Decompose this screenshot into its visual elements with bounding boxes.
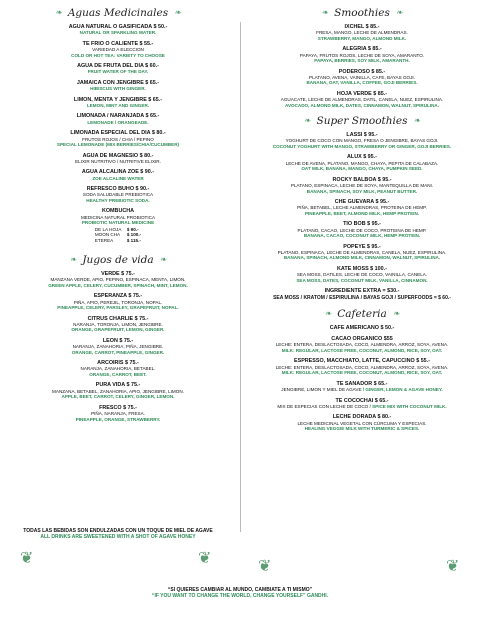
- menu-item: [0, 405, 236, 422]
- item-description: FRUTOS ROJOS / CHIA / PEPINO: [82, 136, 154, 142]
- sprig-icon: ❦: [20, 550, 34, 567]
- menu-item: [0, 169, 236, 181]
- item-name: LIMON, MENTA Y JENGIBRE $ 65.-: [73, 96, 163, 103]
- item-name: LIMONADA / NARANJADA $ 65.-: [76, 113, 160, 120]
- item-description: PIÑA, BETABEL, LECHE ALMENDRAS, PROTEINA DE HEMP.: [297, 205, 427, 211]
- item-translation: GREEN APPLE, CELERY, CUCUMBER, SPINACH, MINT, LEMON.: [48, 282, 188, 288]
- menu-item: [0, 153, 236, 165]
- item-translation: PROBIOTIC NATURAL MEDICINE: [81, 220, 155, 226]
- item-name: PURA VIDA $ 75.-: [95, 382, 141, 389]
- menu-item: [0, 293, 236, 310]
- item-name: CHE GUEVARA $ 95.-: [334, 199, 390, 206]
- item-translation: HIBISCUS WITH GINGER.: [90, 86, 146, 92]
- item-name: IXCHEL $ 85.-: [344, 24, 380, 30]
- menu-item: [0, 97, 236, 109]
- item-translation: BANANA, SPINACH, SOY MILK, PEANUT BUTTER.: [306, 188, 418, 194]
- item-translation: STRAWBERRY, MANGO, ALMOND MILK.: [317, 35, 407, 41]
- item-translation: COLD OR HOT TEA: VARIETY TO CHOOSE: [71, 52, 165, 58]
- item-name: ROCKY BALBOA $ 95.-: [332, 176, 392, 183]
- item-description: PAPAYA, FRUTOS ROJOS, LECHE DE SOYA, AMARANTO.: [299, 52, 425, 58]
- item-translation: PINEAPPLE, CELERY, PARSLEY, GRAPEFRUIT, NOPAL.: [57, 305, 179, 311]
- item-translation: BANANA, SPINACH, ALMOND MILK, CINNAMON, WALNUT, SPIRULINA.: [283, 255, 441, 261]
- sprig-icon: ❦: [198, 550, 212, 567]
- jugos-list: [0, 271, 236, 422]
- menu-item: [244, 177, 480, 194]
- item-description: NARANJA, TORONJA, LIMON, JENGIBRE.: [73, 321, 163, 327]
- item-name: CITRUS CHARLIE $ 75.-: [87, 315, 149, 322]
- leaf-icon: ❧: [174, 8, 181, 17]
- menu-item: [0, 208, 236, 225]
- item-translation: AVOCADO, ALMOND MILK, DATES, CINNAMON, WALNUT, SPIRULINA.: [284, 102, 440, 108]
- extra-ingredient: INGREDIENTE EXTRA = $30.- SEA MOSS / KRATOM / ESPIRULINA / BAYAS GOJI / SUPERFOODS = $ 60.-: [273, 288, 451, 301]
- menu-item: [244, 266, 480, 283]
- item-translation: MILK: REGULAR, LACTOSE FREE, COCONUT, ALMOND, RICE, SOY, OAT.: [281, 370, 443, 376]
- cafeteria-list: [244, 325, 480, 432]
- right-column: [244, 0, 480, 437]
- item-name: ESPERANZA $ 75.-: [93, 293, 143, 300]
- section-title-super: ❧ Super Smoothies ❧: [303, 115, 421, 128]
- item-name: KATE MOSS $ 100.-: [337, 265, 387, 272]
- leaf-icon: ❧: [395, 8, 403, 17]
- item-description: NARANJA, ZANAHORIA, PIÑA, JENGIBRE.: [72, 344, 164, 350]
- item-translation: ZOE ALCALINE WATER: [92, 175, 144, 181]
- item-name: FRESCO $ 75.-: [99, 404, 137, 411]
- item-description: PLATANO, AVENA, VAINILLA, CAFE, BAYAS GOJI.: [309, 74, 415, 80]
- item-name: TIO BOB $ 95.-: [343, 221, 381, 228]
- item-name: CAFE AMERICANO $ 50.-: [329, 324, 395, 331]
- item-name: LECHE DORADA $ 80.-: [332, 414, 392, 421]
- menu-item: [0, 80, 236, 92]
- super-smoothies-list: [244, 132, 480, 283]
- item-name: LASSI $ 95.-: [346, 132, 378, 139]
- item-description: SODA SALUDABLE PREBIOTICA: [82, 192, 154, 198]
- item-name: ALUX $ 95.-: [347, 154, 377, 161]
- item-name: KOMBUCHA: [101, 208, 135, 215]
- item-description: FRESA, MANGO, LECHE DE ALMENDRAS.: [316, 30, 408, 36]
- section-title-jugos: ❧ Jugos de vida ❧: [69, 253, 167, 266]
- menu-item: [0, 24, 236, 36]
- item-name: LIMONADA ESPECIAL DEL DIA $ 80.-: [70, 130, 166, 137]
- item-translation: ORANGE, CARROT, PINEAPPLE, GINGER.: [71, 349, 165, 355]
- item-description: PLATANO, ESPINACA, LECHE DE ALMENDRAS, CANELA, NUEZ, ESPIRULINA.: [277, 249, 447, 255]
- item-description: MANZANA VERDE, APIO, PEPINO, ESPINACA, MENTA, LIMON.: [50, 277, 186, 283]
- menu-item: [0, 130, 236, 147]
- item-description: LECHE: ENTERA, DESLACTOSADA, COCO, ALMENDRA, ARROZ, SOYA, AVENA.: [275, 342, 449, 348]
- item-translation: HEALTHY PREBIOTIC SODA.: [86, 197, 150, 203]
- leaf-icon: ❧: [55, 8, 62, 17]
- item-description: PIÑA, NARANJA, FRESA.: [91, 411, 145, 417]
- gandhi-quote: “SI QUIERES CAMBIAR AL MUNDO, CAMBIATE A TI MISMO” “IF YOU WANT TO CHANGE THE WORLD, CHANGE YOURSELF” GANDHI.: [151, 587, 329, 599]
- sweetener-note: TODAS LAS BEBIDAS SON ENDULZADAS CON UN TOQUE DE MIEL DE AGAVE ALL DRINKS ARE SWEETENED WITH A SHOT OF AGAVE HONEY: [23, 528, 213, 540]
- sprig-icon: ❦: [446, 558, 460, 575]
- leaf-icon: ❧: [159, 254, 167, 264]
- item-translation: OAT MILK, BANANA, MANGO, CHAYA, PUMPKIN SEED.: [301, 166, 423, 172]
- menu-item: [244, 336, 480, 353]
- menu-item: [244, 325, 480, 331]
- item-translation: LEMONADE / ORANGEADE.: [87, 119, 149, 125]
- sprig-icon: ❦: [258, 558, 272, 575]
- item-name: ESPRESSO, MACCHIATO, LATTE, CAPUCCINO $ 55.-: [294, 358, 430, 365]
- menu-item: [244, 69, 480, 86]
- aguas-list: [0, 24, 236, 226]
- menu-item: [244, 221, 480, 238]
- kombucha-sizes: [0, 227, 236, 247]
- leaf-icon: ❧: [303, 116, 311, 126]
- menu-item: [244, 414, 480, 431]
- menu-item: [0, 360, 236, 377]
- item-translation: PAPAYA, BERRIES, SOY MILK, AMARANTH.: [314, 58, 410, 64]
- item-name: TE COCOCHAI $ 65.-: [335, 397, 389, 404]
- item-name: VERDE $ 75.-: [101, 270, 135, 277]
- menu-item: [0, 41, 236, 58]
- kombucha-size-row: ETEREA $ 115.-: [94, 237, 141, 243]
- menu-item: [0, 316, 236, 333]
- menu-item: [244, 46, 480, 63]
- item-translation: LEMON, MINT AND GINGER.: [86, 102, 150, 108]
- item-description: ELIXIR NUTRITIVO / NUTRITIVE ELIXIR.: [75, 158, 161, 164]
- menu-item: [244, 132, 480, 149]
- section-title-smoothies: ❧ Smoothies ❧: [321, 7, 403, 19]
- item-translation: PINEAPPLE, ORANGE, STRAWBERRY.: [75, 416, 161, 422]
- item-description: LECHE: ENTERA, DESLACTOSADA, COCO, ALMENDRA, ARROZ, SOYA, AVENA.: [275, 364, 449, 370]
- item-description: LECHE MEDICINAL VEGETAL CON CÚRCUMA Y ESPECIAS.: [297, 420, 427, 426]
- menu-item: [244, 358, 480, 375]
- leaf-icon: ❧: [69, 254, 77, 264]
- column-divider: [240, 22, 241, 532]
- item-name: JAMAICA CON JENGIBRE $ 65.-: [76, 79, 160, 86]
- item-translation: ORANGE, CARROT, BEET.: [89, 371, 147, 377]
- menu-item: [0, 338, 236, 355]
- item-translation: COCONUT YOGHURT WITH MANGO, STRAWBERRY OR GINGER, GOJI BERRIES.: [272, 143, 452, 149]
- item-translation: FRUIT WATER OF THE DAY.: [87, 69, 149, 75]
- section-title-aguas: ❧ Aguas Medicinales ❧: [55, 7, 181, 19]
- menu-item: [244, 244, 480, 261]
- item-name: PODEROSO $ 85.-: [338, 68, 386, 75]
- menu-item: [0, 186, 236, 203]
- menu-item: [0, 113, 236, 125]
- menu-item: [244, 91, 480, 108]
- item-description: PLATANO, CACAO, LECHE DE COCO, PROTEINA DE HEMP.: [297, 227, 427, 233]
- item-name: REFRESCO BUHO $ 90.-: [86, 186, 150, 193]
- item-translation: SEA MOSS, DATES, COCONUT MILK, VANILLA, CINNAMON.: [296, 277, 428, 283]
- item-name: AGUA DE MAGNESIO $ 80.-: [82, 152, 154, 159]
- item-name: ALEGRIA $ 85.-: [342, 46, 382, 53]
- kombucha-size-row: DE LA HOJA $ 90.-: [94, 226, 139, 232]
- item-description: YOGHURT DE COCO CON MANGO, FRESA O JENGIBRE, BAYAS GOJI.: [285, 138, 439, 144]
- item-name: AGUA NATURAL O GASIFICADA $ 50.-: [68, 24, 168, 30]
- item-name: LEON $ 75.-: [102, 337, 134, 344]
- leaf-icon: ❧: [324, 308, 332, 318]
- item-name: HOJA VERDE $ 85.-: [336, 90, 388, 97]
- item-name: TE SANADOR $ 65.-: [336, 380, 388, 387]
- item-translation: PINEAPPLE, BEET, ALMOND MILK, HEMP PROTEIN.: [304, 210, 420, 216]
- menu-item: [0, 382, 236, 399]
- item-translation: NATURAL OR SPARKLING WATER.: [79, 30, 157, 36]
- item-translation: MILK: REGULAR, LACTOSE FREE, COCONUT, ALMOND, RICE, SOY, OAT.: [281, 347, 443, 353]
- item-name: POPEYE $ 95.-: [343, 243, 381, 250]
- item-name: ARCOIRIS $ 75.-: [97, 360, 139, 367]
- item-description: MANZANA, BETABEL, ZANAHORIA, APIO, JENGIBRE, LIMON.: [52, 388, 184, 394]
- menu-item: [244, 398, 480, 410]
- menu-item: [244, 381, 480, 393]
- item-name: TE FRIO O CALIENTE $ 55.-: [82, 40, 154, 47]
- menu-item: [244, 199, 480, 216]
- menu-item: [0, 271, 236, 288]
- item-translation: ORANGE, GRAPEFRUIT, LEMON, GINGER.: [71, 327, 165, 333]
- menu-item: [244, 154, 480, 171]
- item-translation: BANANA, CACAO, COCONUT MILK, HEMP PROTEIN.: [303, 233, 421, 239]
- item-description: MIX DE ESPECIAS CON LECHE DE COCO / SPICE MIX WITH COCONUT MILK.: [277, 403, 447, 409]
- section-title-cafeteria: ❧ Cafeteria ❧: [324, 307, 400, 320]
- menu-item: [0, 63, 236, 75]
- smoothies-list: [244, 24, 480, 108]
- leaf-icon: ❧: [392, 308, 400, 318]
- item-description: JENGIBRE, LIMON Y MIEL DE AGAVE / GINGER, LEMON & AGAVE HONEY.: [281, 387, 443, 393]
- item-description: NARANJA, ZANAHORIA, BETABEL.: [80, 366, 156, 372]
- item-name: AGUA ALCALINA ZOE $ 90.-: [81, 169, 155, 176]
- item-name: AGUA DE FRUTA DEL DIA $ 60.-: [77, 63, 159, 70]
- menu-item: [244, 24, 480, 41]
- left-column: [0, 0, 236, 427]
- leaf-icon: ❧: [321, 8, 329, 17]
- item-translation: APPLE, BEET, CARROT, CELERY, GINGER, LEMON.: [61, 394, 175, 400]
- kombucha-size-row: MOON CHA $ 100.-: [94, 232, 142, 238]
- item-description: LECHE DE AVENA, PLATANO, MANGO, CHAYA, PEPITA DE CALABAZA.: [285, 160, 439, 166]
- leaf-icon: ❧: [413, 116, 421, 126]
- item-description: PLATANO, ESPINACA, LECHE DE SOYA, MANTEQUILLA DE MANI.: [290, 183, 434, 189]
- item-description: MEDICINA NATURAL PROBIOTICA: [80, 214, 156, 220]
- item-translation: SPECIAL LEMONADE (MIX BERRIES/CHIA/CUCUMBER): [56, 142, 180, 148]
- item-description: PIÑA, APIO, PEREJIL, TORONJA, NOPAL.: [73, 299, 163, 305]
- item-translation: HEALING VEGGIE MILK WITH TURMERIC & SPICES.: [304, 426, 420, 432]
- item-description: VARIEDAD A ELECCION: [92, 47, 144, 53]
- item-translation: BANANA, OAT, VANILLA, COFFEE, GOJI BERRIES.: [306, 80, 418, 86]
- item-name: CACAO ORGANICO $55: [331, 336, 393, 343]
- item-description: SEA MOSS, DATILES, LECHE DE COCO, VAINILLA, CANELA.: [296, 272, 428, 278]
- item-description: AGUACATE, LECHE DE ALMENDRAS, DATIL, CANELA, NUEZ, ESPIRULINA.: [280, 97, 444, 103]
